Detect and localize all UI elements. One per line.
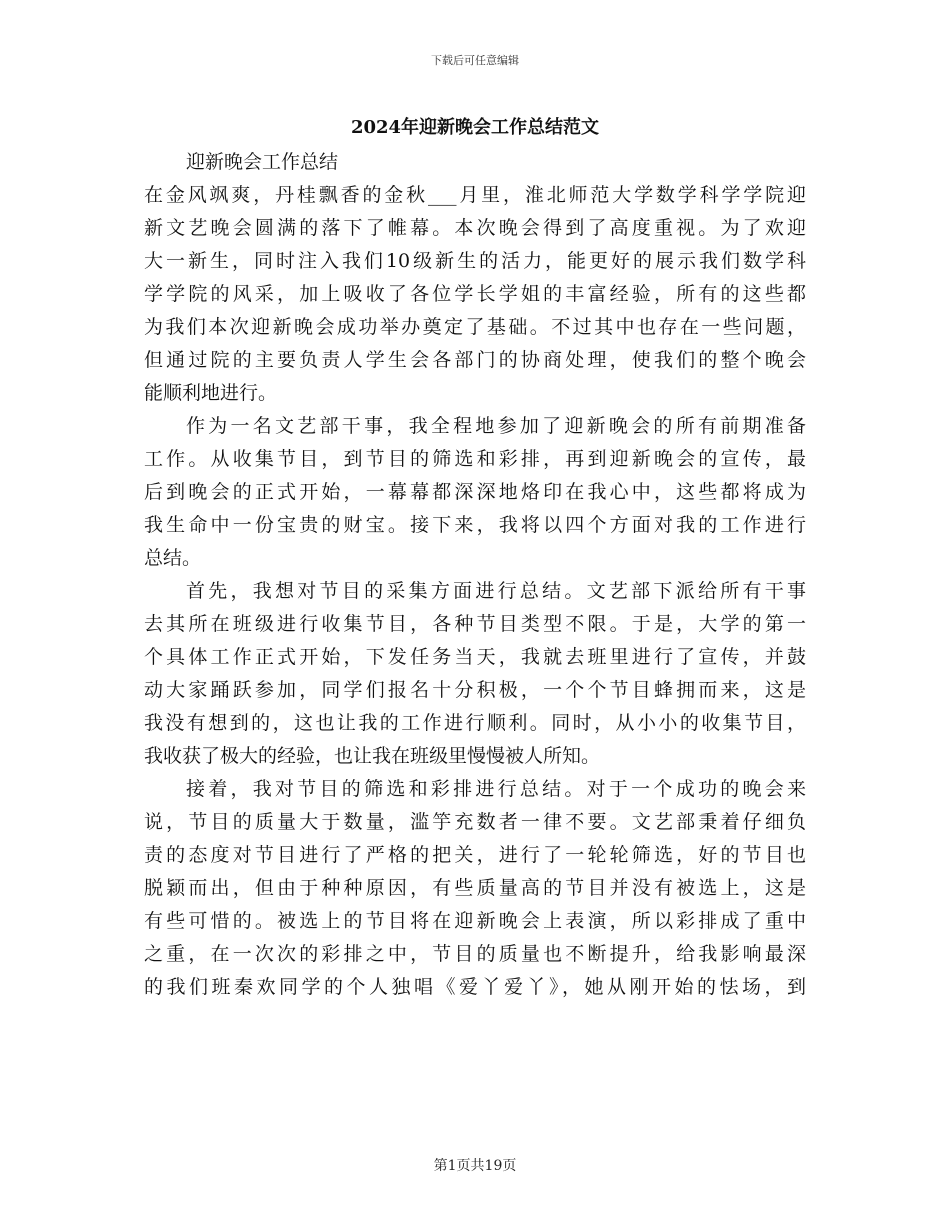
text-line: 去其所在班级进行收集节目，各种节目类型不限。于是，大学的第一 xyxy=(144,613,806,635)
document-body xyxy=(144,146,806,1004)
paragraph xyxy=(144,773,806,1004)
text-line: 动大家踊跃参加，同学们报名十分积极，一个个节目蜂拥而来，这是 xyxy=(144,679,806,701)
text-line: 新文艺晚会圆满的落下了帷幕。本次晚会得到了高度重视。为了欢迎 xyxy=(144,217,806,239)
text-line: 我生命中一份宝贵的财宝。接下来，我将以四个方面对我的工作进行 xyxy=(144,514,806,536)
text-line: 后到晚会的正式开始，一幕幕都深深地烙印在我心中，这些都将成为 xyxy=(144,481,806,503)
text-line: 责的态度对节目进行了严格的把关，进行了一轮轮筛选，好的节目也 xyxy=(144,844,806,866)
text-line: 工作。从收集节目，到节目的筛选和彩排，再到迎新晚会的宣传，最 xyxy=(144,448,806,470)
text-line: 脱颖而出，但由于种种原因，有些质量高的节目并没有被选上，这是 xyxy=(144,877,806,899)
text-line: 学学院的风采，加上吸收了各位学长学姐的丰富经验，所有的这些都 xyxy=(144,283,806,305)
text-line: 在金风飒爽，丹桂飘香的金秋___月里，淮北师范大学数学科学学院迎 xyxy=(144,184,806,206)
text-line: 个具体工作正式开始，下发任务当天，我就去班里进行了宣传，并鼓 xyxy=(144,646,806,668)
paragraph xyxy=(144,410,806,575)
text-line: 总结。 xyxy=(144,547,202,569)
text-line: 大一新生，同时注入我们10级新生的活力，能更好的展示我们数学科 xyxy=(144,250,806,272)
text-line: 但通过院的主要负责人学生会各部门的协商处理，使我们的整个晚会 xyxy=(144,349,806,371)
text-line: 我没有想到的，这也让我的工作进行顺利。同时，从小小的收集节目， xyxy=(144,712,806,734)
text-line: 能顺利地进行。 xyxy=(144,382,278,404)
text-line: 说，节目的质量大于数量，滥竽充数者一律不要。文艺部秉着仔细负 xyxy=(144,811,806,833)
text-line: 之重，在一次次的彩排之中，节目的质量也不断提升，给我影响最深 xyxy=(144,943,806,965)
text-line: 为我们本次迎新晚会成功举办奠定了基础。不过其中也存在一些问题， xyxy=(144,316,806,338)
text-line: 的我们班秦欢同学的个人独唱《爱丫爱丫》，她从刚开始的怯场，到 xyxy=(144,976,806,998)
text-line: 作为一名文艺部干事，我全程地参加了迎新晚会的所有前期准备 xyxy=(186,415,806,437)
text-line: 首先，我想对节目的采集方面进行总结。文艺部下派给所有干事 xyxy=(186,580,806,602)
page-number: 第1页共19页 xyxy=(433,1158,517,1174)
text-line: 迎新晚会工作总结 xyxy=(186,151,339,173)
text-line: 接着，我对节目的筛选和彩排进行总结。对于一个成功的晚会来 xyxy=(186,778,806,800)
paragraph-subtitle xyxy=(144,146,806,179)
document-title: 2024年迎新晚会工作总结范文 xyxy=(350,117,600,138)
text-line: 我收获了极大的经验，也让我在班级里慢慢被人所知。 xyxy=(144,745,601,767)
paragraph xyxy=(144,179,806,410)
page-header-note: 下载后可任意编辑 xyxy=(431,54,519,67)
paragraph xyxy=(144,575,806,773)
text-line: 有些可惜的。被选上的节目将在迎新晚会上表演，所以彩排成了重中 xyxy=(144,910,806,932)
